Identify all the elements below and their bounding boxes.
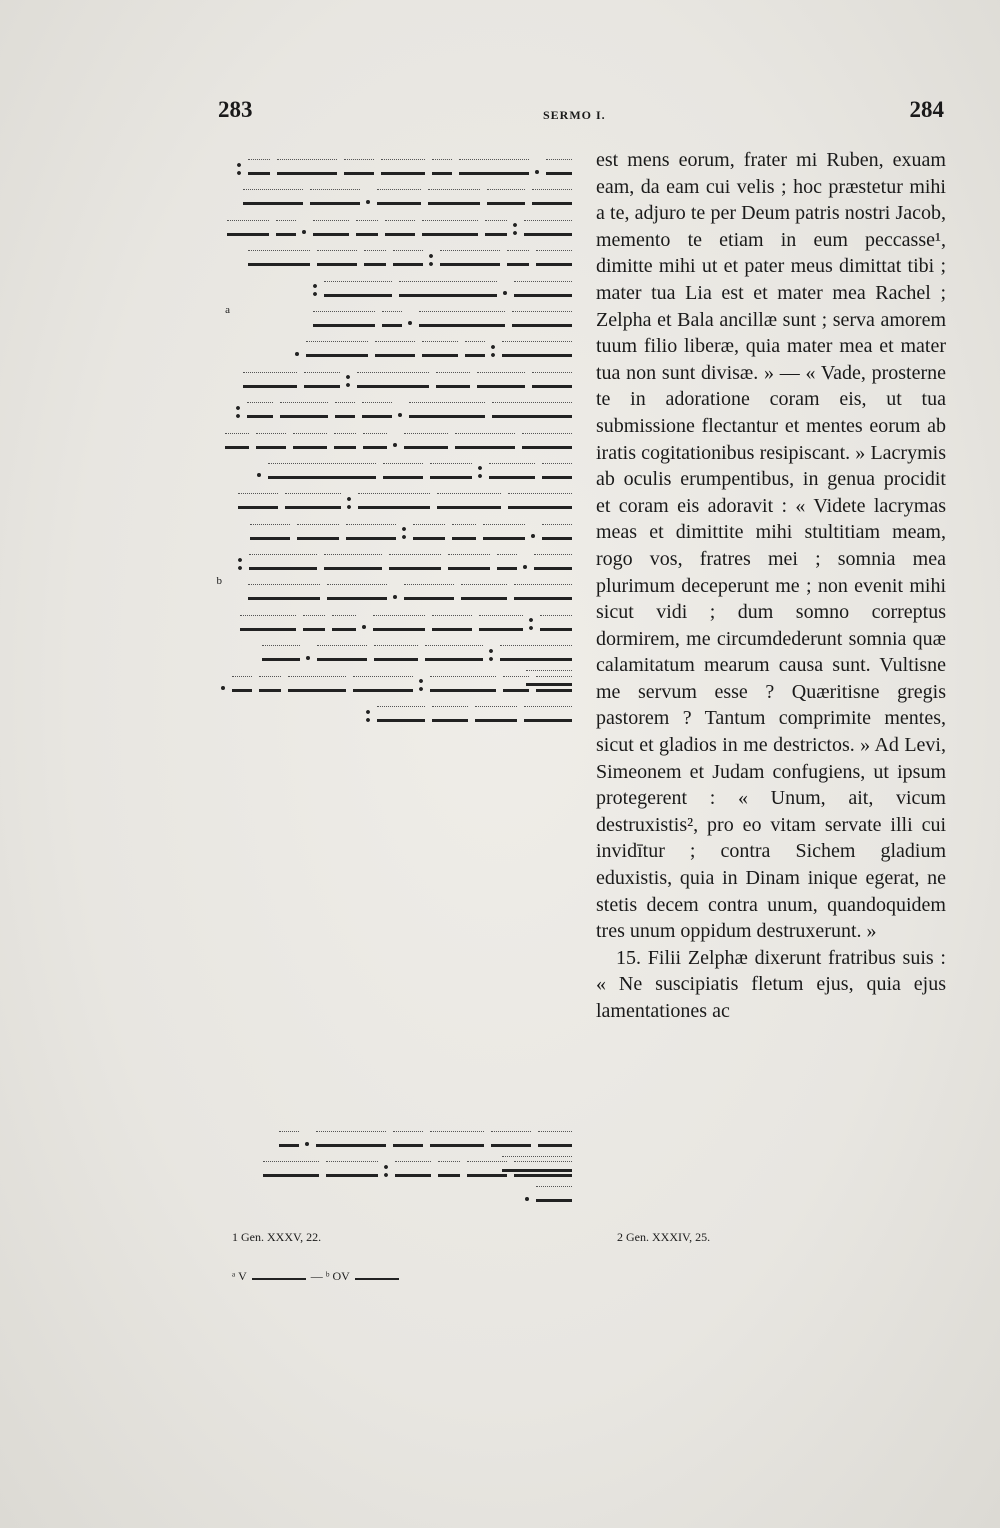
footnote-left: 1 Gen. XXXV, 22. [232,1230,322,1244]
syriac-line [215,424,572,454]
syriac-line [215,545,572,575]
latin-paragraph: 15. Filii Zelphæ dixerunt fratribus suis : « Ne suscipiatis fletum ejus, quia ejus lamentationes ac [596,946,946,1022]
syriac-variant [252,1272,306,1280]
syriac-line [215,484,572,514]
syriac-line [215,454,572,484]
running-title: SERMO I. [543,108,606,122]
syriac-text-column [215,150,572,727]
latin-translation [596,147,946,1025]
apparatus-a-siglum: ᵃ V [232,1269,247,1283]
syriac-line [215,606,572,636]
apparatus-b-siglum: ᵇ OV [325,1269,350,1283]
syriac-line [215,332,572,362]
apparatus-separator: — [310,1269,323,1283]
syriac-line [215,211,572,241]
syriac-line [215,636,572,666]
syriac-line [215,515,572,545]
syriac-line [215,697,572,727]
latin-paragraph: est mens eorum, frater mi Ruben, exuam eam, da eam cui velis ; hoc præstetur mihi a te, adjuro te per Deum patris nostri Jacob, memento te etiam in eum peccasse¹, dimitte mihi ut et pater meus dimittat tibi ; mater tua Lia est et mater mea Rachel ; Zelpha et Bala ancillæ sunt ; serva amorem tuum filio liberæ, quia mater mea et mater tua non sunt divisæ. » — « Vade, prosterne te in adoratione coram eis, ut tua submissione flectantur et mentes eorum ab iratis cogitationibus resipiscant. » Lacrymis ab oculis erumpentibus, in genua procidit et coram eis adoravit : « Videte lacrymas meas et dimittite mihi stultitiam meam, rogo vos, fratres mei ; somnia mea plurimum deceperunt me ; non evenit mihi sicut vidi ; dum somno correptus dormirem, me circumdederunt somnia quæ calamitatum mearum causa sunt. Vultisne me servum esse ? Quæritisne gregis pastorem ? Tantum comprimite mentes, sicut et gladios in me destrictos. » Ad Levi, Simeonem et Judam confugiens, ut ipsum protegerent : « Unum, ait, vicum destruxistis², pro eo vitam servate illi cui invidītur ; contra Sichem gladium eduxistis, quia in Dinam inique egerat, ne stetis decem contra unum, quandoquidem tres unum oppidum destruxerunt. » [596,149,946,943]
critical-apparatus [232,1269,404,1284]
syriac-line [215,180,572,210]
syriac-line [215,302,572,332]
page-number-right: 284 [909,97,944,122]
syriac-variant [355,1272,399,1280]
critical-mark-b: b [216,575,222,588]
syriac-line [215,1152,572,1182]
syriac-line [215,150,572,180]
syriac-line [215,363,572,393]
syriac-line [215,575,572,605]
syriac-line [215,1122,572,1152]
syriac-line [215,667,572,697]
page-number-left: 283 [218,97,253,122]
syriac-line [215,393,572,423]
syriac-text-bottom [215,1122,572,1183]
syriac-line [215,272,572,302]
syriac-line [215,241,572,271]
critical-mark-a: a [225,304,230,316]
footnote-right: 2 Gen. XXXIV, 25. [617,1230,711,1244]
